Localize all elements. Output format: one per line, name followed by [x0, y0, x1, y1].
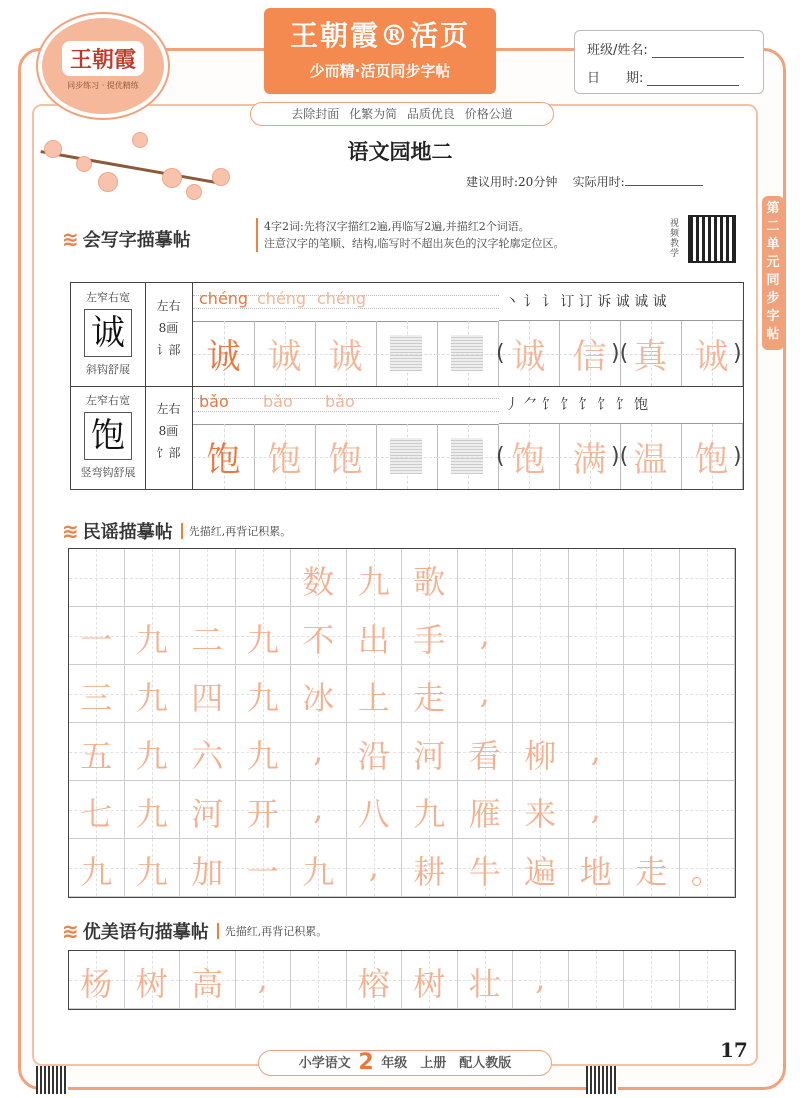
- video-qr[interactable]: [670, 214, 738, 264]
- copy-cell[interactable]: [376, 321, 438, 386]
- grid-cell[interactable]: [125, 607, 181, 665]
- grid-cell[interactable]: [569, 549, 625, 607]
- trace-char: ,: [257, 959, 268, 997]
- class-name-field[interactable]: [652, 43, 744, 58]
- trace-char: ,: [313, 731, 324, 769]
- pinyin-trace: chéng: [317, 289, 367, 308]
- pinyin: bǎo: [199, 392, 229, 411]
- trace-char: 壮: [468, 965, 501, 1003]
- tracing-cell[interactable]: [315, 321, 377, 386]
- instruction-line: 4字2词:先将汉字描红2遍,再临写2遍,并描红2个词语。: [264, 220, 530, 233]
- grid-cell[interactable]: [180, 607, 236, 665]
- tracing-cells: [193, 321, 743, 386]
- grid-cell[interactable]: [402, 607, 458, 665]
- trace-char: 九: [135, 679, 168, 717]
- grid-cell[interactable]: [402, 781, 458, 839]
- grid-cell[interactable]: [69, 781, 125, 839]
- paren-open: (: [496, 341, 505, 366]
- trace-char: 高: [191, 965, 224, 1003]
- section-2-heading: [62, 518, 291, 544]
- grid-cell[interactable]: [347, 951, 403, 1009]
- word-char: 信: [572, 337, 607, 377]
- grid-cell[interactable]: [180, 839, 236, 897]
- model-character: 饱: [84, 412, 132, 460]
- structure-type: 左右: [156, 299, 181, 313]
- wave-icon: ≋: [62, 227, 79, 251]
- ballad-tracing-grid: [68, 548, 736, 898]
- trace-char: 树: [135, 965, 168, 1003]
- grid-cell[interactable]: [125, 951, 181, 1009]
- blossom-icon: [212, 168, 230, 186]
- grid-cell[interactable]: [513, 839, 569, 897]
- grid-cell[interactable]: [236, 665, 292, 723]
- trace-char: 诚: [328, 337, 363, 377]
- pinyin-trace: bǎo: [263, 392, 293, 411]
- word-cell[interactable]: [620, 321, 682, 386]
- trace-char: 九: [413, 795, 446, 833]
- grid-cell[interactable]: [513, 951, 569, 1009]
- grid-cell[interactable]: [180, 723, 236, 781]
- grid-cell[interactable]: [458, 839, 514, 897]
- paren-close: ): [733, 341, 742, 366]
- word-cell[interactable]: [620, 424, 682, 489]
- char-info: [145, 386, 193, 489]
- trace-char: 九: [246, 679, 279, 717]
- actual-time-field[interactable]: [625, 185, 703, 186]
- trace-char: 四: [191, 679, 224, 717]
- trace-char: ,: [479, 615, 490, 653]
- actual-time-label: 实际用时:: [572, 175, 625, 189]
- trace-char: 牛: [468, 853, 501, 891]
- grid-cell[interactable]: [236, 607, 292, 665]
- blossom-icon: [98, 172, 118, 192]
- trace-char: 上: [357, 679, 390, 717]
- tracing-cell[interactable]: [193, 321, 255, 386]
- stroke-order: 丶 讠 讠 订 订 诉 诚 诚 诚: [499, 283, 743, 321]
- character-practice-table: [70, 282, 744, 490]
- grid-cell[interactable]: [569, 607, 625, 665]
- stroke-count: 8画: [158, 424, 179, 438]
- tracing-cells: [193, 424, 743, 489]
- grid-cell[interactable]: [69, 549, 125, 607]
- paren-close-open: )(: [611, 341, 629, 366]
- grid-cell[interactable]: [236, 839, 292, 897]
- grid-cell[interactable]: [402, 549, 458, 607]
- trace-char: 河: [413, 737, 446, 775]
- paren-close-open: )(: [611, 444, 629, 469]
- grid-cell[interactable]: [624, 665, 680, 723]
- blossom-icon: [186, 184, 202, 200]
- model-char: 饱: [206, 440, 241, 480]
- page-number: 17: [720, 1038, 748, 1062]
- word-char: 真: [633, 337, 668, 377]
- trace-char: 二: [191, 621, 224, 659]
- edge-barcode-decoration: [36, 1066, 68, 1094]
- grid-cell[interactable]: [125, 839, 181, 897]
- grid-cell[interactable]: [680, 839, 736, 897]
- trace-char: 三: [80, 679, 113, 717]
- slogan: 去除封面 化繁为简 品质优良 价格公道: [250, 102, 554, 126]
- grid-cell[interactable]: [624, 549, 680, 607]
- model-char: 诚: [206, 337, 241, 377]
- grid-cell[interactable]: [458, 781, 514, 839]
- qr-code-icon: [688, 215, 736, 263]
- trace-char: 看: [468, 737, 501, 775]
- grid-cell[interactable]: [513, 607, 569, 665]
- brand-banner: [264, 8, 496, 94]
- trace-char: ,: [590, 731, 601, 769]
- trace-char: 诚: [267, 337, 302, 377]
- grid-cell[interactable]: [125, 781, 181, 839]
- paren-open: (: [496, 444, 505, 469]
- date-field[interactable]: [647, 71, 739, 86]
- section-1-heading: [62, 226, 191, 252]
- unit-side-tab: 第二单元同步字帖: [762, 196, 784, 350]
- trace-char: 开: [246, 795, 279, 833]
- grid-cell[interactable]: [680, 781, 736, 839]
- footer-grade-number: 2: [358, 1050, 374, 1075]
- wave-icon: ≋: [62, 519, 79, 543]
- grid-cell[interactable]: [402, 723, 458, 781]
- tracing-cell[interactable]: [193, 424, 255, 489]
- trace-char: ,: [479, 673, 490, 711]
- footer-grade-text: 年级 上册 配人教版: [381, 1056, 512, 1071]
- trace-char: 九: [135, 853, 168, 891]
- trace-char: 手: [413, 621, 446, 659]
- grid-cell[interactable]: [347, 607, 403, 665]
- grid-cell[interactable]: [125, 549, 181, 607]
- grid-cell[interactable]: [680, 951, 736, 1009]
- trace-char: 歌: [413, 563, 446, 601]
- grid-cell[interactable]: [513, 781, 569, 839]
- grid-cell[interactable]: [347, 665, 403, 723]
- copy-cell[interactable]: [437, 424, 499, 489]
- grid-cell[interactable]: [347, 723, 403, 781]
- qr-label: 视频教学: [670, 219, 680, 259]
- grid-cell[interactable]: [569, 839, 625, 897]
- grid-cell[interactable]: [624, 839, 680, 897]
- instruction-line: 注意汉字的笔顺、结构,临写时不超出灰色的汉字轮廓定位区。: [264, 237, 565, 250]
- grid-cell[interactable]: [236, 723, 292, 781]
- trace-char: 出: [357, 621, 390, 659]
- word-char: 温: [633, 440, 668, 480]
- model-character: 诚: [84, 309, 132, 357]
- grid-cell[interactable]: [69, 607, 125, 665]
- section-3-heading: [62, 918, 327, 944]
- time-info: [466, 173, 703, 190]
- grid-cell[interactable]: [402, 665, 458, 723]
- word-char: 饱: [694, 440, 729, 480]
- pinyin-row: [193, 283, 499, 322]
- grid-cell[interactable]: [236, 781, 292, 839]
- grid-cell[interactable]: [180, 951, 236, 1009]
- trace-char: 。: [690, 853, 723, 891]
- char-card: [71, 386, 146, 489]
- paren-close: ): [733, 444, 742, 469]
- trace-char: 冰: [302, 679, 335, 717]
- grid-cell[interactable]: [291, 839, 347, 897]
- grid-cell[interactable]: [180, 665, 236, 723]
- word-char: 满: [572, 440, 607, 480]
- grid-cell[interactable]: [402, 839, 458, 897]
- trace-char: 九: [135, 795, 168, 833]
- grid-cell[interactable]: [569, 665, 625, 723]
- grid-cell[interactable]: [513, 723, 569, 781]
- trace-char: 五: [80, 737, 113, 775]
- grid-cell[interactable]: [347, 549, 403, 607]
- trace-char: 饱: [328, 440, 363, 480]
- grid-cell[interactable]: [513, 549, 569, 607]
- grid-cell[interactable]: [458, 549, 514, 607]
- section-3-note: 先描红,再背记积累。: [217, 923, 328, 939]
- grid-cell[interactable]: [291, 665, 347, 723]
- trace-char: 饱: [267, 440, 302, 480]
- trace-char: 九: [246, 737, 279, 775]
- word-char: 诚: [694, 337, 729, 377]
- structure-tip: 左窄右宽: [86, 291, 130, 304]
- trace-char: 来: [524, 795, 557, 833]
- grid-cell[interactable]: [236, 549, 292, 607]
- trace-char: ,: [313, 789, 324, 827]
- trace-char: 七: [80, 795, 113, 833]
- trace-char: 加: [191, 853, 224, 891]
- grid-cell[interactable]: [458, 607, 514, 665]
- trace-char: ,: [535, 959, 546, 997]
- section-2-note: 先描红,再背记积累。: [181, 523, 292, 539]
- grid-cell[interactable]: [180, 781, 236, 839]
- grid-cell[interactable]: [624, 781, 680, 839]
- brand-name: 王朝霞®活页: [289, 19, 470, 52]
- stroke-tip: 斜钩舒展: [86, 363, 130, 376]
- trace-char: 数: [302, 563, 335, 601]
- trace-char: 走: [635, 853, 668, 891]
- char-info: [145, 283, 193, 386]
- trace-char: 一: [246, 853, 279, 891]
- practice-row: [71, 386, 743, 489]
- trace-char: 地: [579, 853, 612, 891]
- radical: 讠部: [156, 343, 181, 357]
- sentence-tracing-grid: [68, 950, 736, 1010]
- grid-cell[interactable]: [69, 951, 125, 1009]
- page-title: 语文园地二: [347, 140, 453, 164]
- grid-cell[interactable]: [291, 723, 347, 781]
- trace-char: 九: [80, 853, 113, 891]
- name-date-box: [574, 30, 764, 94]
- grid-cell[interactable]: [513, 665, 569, 723]
- trace-char: 柳: [524, 737, 557, 775]
- trace-char: 六: [191, 737, 224, 775]
- word-cell[interactable]: [498, 321, 560, 386]
- trace-char: 雁: [468, 795, 501, 833]
- word-char: 饱: [511, 440, 546, 480]
- stroke-order: 丿 ⺈ 饣 饣 饣 饣 饣 饱: [499, 386, 743, 424]
- trace-char: 榕: [357, 965, 390, 1003]
- grid-cell[interactable]: [69, 665, 125, 723]
- trace-char: 八: [357, 795, 390, 833]
- class-name-label: 班级/姓名:: [587, 43, 648, 58]
- date-label: 日 期:: [587, 71, 644, 86]
- outline-guide: [451, 438, 483, 474]
- grid-cell[interactable]: [624, 951, 680, 1009]
- radical: 饣部: [156, 446, 181, 460]
- trace-char: 九: [357, 563, 390, 601]
- grid-cell[interactable]: [180, 549, 236, 607]
- stroke-tip: 竖弯钩舒展: [80, 466, 136, 479]
- grid-cell[interactable]: [569, 951, 625, 1009]
- trace-char: 耕: [413, 853, 446, 891]
- grid-cell[interactable]: [680, 549, 736, 607]
- blossom-icon: [162, 168, 182, 188]
- grid-cell[interactable]: [125, 723, 181, 781]
- tracing-cell[interactable]: [315, 424, 377, 489]
- brand-tagline: 少而精·活页同步字帖: [309, 62, 451, 80]
- grid-cell[interactable]: [291, 607, 347, 665]
- char-card: [71, 283, 146, 386]
- trace-char: ,: [368, 847, 379, 885]
- trace-char: 一: [80, 621, 113, 659]
- logo-subtext: 同步练习 · 提优精练: [67, 81, 139, 90]
- section-3-title: 优美语句描摹帖: [82, 922, 209, 943]
- trace-char: ,: [590, 789, 601, 827]
- footer-subject: 小学语文: [298, 1056, 351, 1071]
- pinyin-row: [193, 386, 499, 425]
- grid-cell[interactable]: [680, 723, 736, 781]
- trace-char: 九: [302, 853, 335, 891]
- outline-guide: [451, 335, 483, 371]
- tracing-cell[interactable]: [254, 321, 316, 386]
- suggested-time: 建议用时:20分钟: [466, 175, 558, 189]
- grid-cell[interactable]: [458, 665, 514, 723]
- grid-cell[interactable]: [291, 781, 347, 839]
- grid-cell[interactable]: [569, 723, 625, 781]
- edge-barcode-decoration: [586, 1066, 618, 1094]
- trace-char: 河: [191, 795, 224, 833]
- trace-char: 九: [135, 621, 168, 659]
- pinyin-trace: chéng: [257, 289, 307, 308]
- section-2-title: 民谣描摹帖: [82, 522, 173, 543]
- section-1-instructions: [256, 218, 565, 252]
- section-1-title: 会写字描摹帖: [82, 230, 191, 251]
- footer-label: [258, 1050, 552, 1076]
- trace-char: 杨: [80, 965, 113, 1003]
- grid-cell[interactable]: [291, 951, 347, 1009]
- logo-text: 王朝霞: [62, 41, 144, 76]
- word-cell[interactable]: [498, 424, 560, 489]
- grid-cell[interactable]: [680, 607, 736, 665]
- trace-char: 不: [302, 621, 335, 659]
- pinyin-trace: bǎo: [325, 392, 355, 411]
- trace-char: 走: [413, 679, 446, 717]
- pinyin: chéng: [199, 289, 249, 308]
- grid-cell[interactable]: [69, 839, 125, 897]
- grid-cell[interactable]: [458, 951, 514, 1009]
- word-char: 诚: [511, 337, 546, 377]
- wave-icon: ≋: [62, 919, 79, 943]
- grid-cell[interactable]: [125, 665, 181, 723]
- structure-tip: 左窄右宽: [86, 394, 130, 407]
- brand-logo: [38, 14, 168, 118]
- trace-char: 树: [413, 965, 446, 1003]
- copy-cell[interactable]: [437, 321, 499, 386]
- outline-guide: [390, 335, 422, 371]
- grid-cell[interactable]: [402, 951, 458, 1009]
- grid-cell[interactable]: [624, 723, 680, 781]
- stroke-count: 8画: [158, 321, 179, 335]
- grid-cell[interactable]: [347, 839, 403, 897]
- practice-row: [71, 283, 743, 387]
- grid-cell[interactable]: [291, 549, 347, 607]
- trace-char: 遍: [524, 853, 557, 891]
- grid-cell[interactable]: [458, 723, 514, 781]
- grid-cell[interactable]: [69, 723, 125, 781]
- trace-char: 沿: [357, 737, 390, 775]
- grid-cell[interactable]: [347, 781, 403, 839]
- grid-cell[interactable]: [569, 781, 625, 839]
- structure-type: 左右: [156, 402, 181, 416]
- trace-char: 九: [246, 621, 279, 659]
- outline-guide: [390, 438, 422, 474]
- grid-cell[interactable]: [624, 607, 680, 665]
- copy-cell[interactable]: [376, 424, 438, 489]
- grid-cell[interactable]: [680, 665, 736, 723]
- trace-char: 九: [135, 737, 168, 775]
- grid-cell[interactable]: [236, 951, 292, 1009]
- tracing-cell[interactable]: [254, 424, 316, 489]
